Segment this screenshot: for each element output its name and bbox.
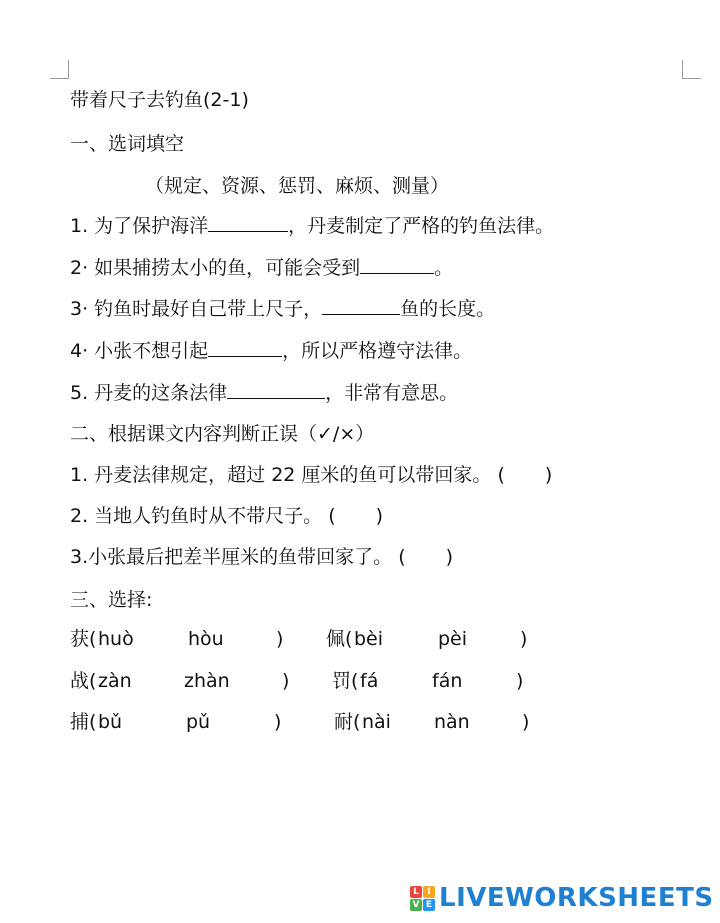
pinyin-option[interactable]: pèi: [438, 628, 468, 650]
paren-close: ): [375, 505, 384, 527]
fill-item-3: [70, 296, 495, 322]
choice-char: 罚(: [332, 670, 359, 692]
word-bank: （规定、资源、惩罚、麻烦、测量）: [145, 175, 450, 197]
judge-item-text: 1. 丹麦法律规定，超过 22 厘米的鱼可以带回家。: [70, 464, 492, 486]
answer-blank-4[interactable]: [208, 338, 282, 357]
answer-paren-2[interactable]: [328, 503, 383, 529]
paren-close: ): [445, 546, 454, 568]
judge-item-2: [70, 503, 383, 529]
choice-char: 获(: [70, 628, 97, 650]
fill-item-text: 鱼的长度。: [400, 298, 496, 320]
answer-paren-3[interactable]: [398, 544, 453, 570]
pinyin-option[interactable]: fá: [360, 670, 379, 692]
fill-item-4: [70, 338, 472, 364]
paren-close: ): [276, 628, 284, 650]
fill-item-text: 1. 为了保护海洋: [70, 215, 209, 237]
pinyin-option[interactable]: bǔ: [98, 711, 123, 733]
fill-item-text: 5. 丹麦的这条法律: [70, 382, 228, 404]
fill-item-1: [70, 213, 554, 239]
pinyin-option[interactable]: huò: [98, 628, 134, 650]
fill-item-5: [70, 380, 458, 406]
paren-close: ): [520, 628, 528, 650]
fill-item-text: 3· 钓鱼时最好自己带上尺子，: [70, 298, 323, 320]
fill-item-text: 2· 如果捕捞太小的鱼，可能会受到: [70, 257, 361, 279]
answer-blank-5[interactable]: [227, 380, 325, 399]
fill-item-text: ，非常有意思。: [325, 382, 459, 404]
judge-item-1: [70, 462, 552, 488]
paren-open: (: [497, 464, 505, 486]
page-corner-mark-top-right: [682, 60, 701, 79]
answer-blank-3[interactable]: [322, 296, 400, 315]
brand-wordmark: LIVEWORKSHEETS: [439, 883, 714, 913]
page-corner-mark-top-left: [50, 60, 69, 79]
pinyin-option[interactable]: bèi: [354, 628, 384, 650]
paren-close: ): [522, 711, 530, 733]
paren-close: ): [516, 670, 524, 692]
pinyin-option[interactable]: pǔ: [186, 711, 211, 733]
choice-char: 耐(: [334, 711, 361, 733]
answer-blank-2[interactable]: [360, 255, 434, 274]
logo-letter: L: [410, 886, 422, 898]
pinyin-option[interactable]: zàn: [98, 670, 132, 692]
section2-heading: 二、根据课文内容判断正误（✓/×）: [70, 423, 375, 445]
fill-item-text: 4· 小张不想引起: [70, 340, 209, 362]
section3-heading: 三、选择:: [70, 589, 153, 611]
logo-letter: E: [423, 899, 435, 911]
liveworksheets-logo[interactable]: [410, 880, 714, 916]
pinyin-option[interactable]: hòu: [188, 628, 224, 650]
paren-close: ): [282, 670, 290, 692]
paren-close: ): [544, 464, 553, 486]
pinyin-option[interactable]: nài: [362, 711, 391, 733]
paren-open: (: [398, 546, 406, 568]
fill-item-text: ，所以严格遵守法律。: [282, 340, 473, 362]
section1-heading: 一、选词填空: [70, 133, 185, 155]
judge-item-text: 2. 当地人钓鱼时从不带尺子。: [70, 505, 323, 527]
choice-char: 佩(: [326, 628, 353, 650]
answer-paren-1[interactable]: [497, 462, 552, 488]
judge-item-3: [70, 544, 453, 570]
logo-letter: V: [410, 899, 422, 911]
choice-char: 战(: [70, 670, 97, 692]
pinyin-option[interactable]: nàn: [434, 711, 470, 733]
paren-close: ): [274, 711, 282, 733]
pinyin-option[interactable]: zhàn: [184, 670, 230, 692]
document-title: 带着尺子去钓鱼(2-1): [70, 89, 249, 111]
answer-blank-1[interactable]: [208, 213, 288, 232]
fill-item-text: ，丹麦制定了严格的钓鱼法律。: [288, 215, 555, 237]
live-logo-icon: [410, 886, 435, 911]
choice-char: 捕(: [70, 711, 97, 733]
judge-item-text: 3.小张最后把差半厘米的鱼带回家了。: [70, 546, 393, 568]
paren-open: (: [328, 505, 336, 527]
fill-item-2: [70, 255, 453, 281]
logo-letter: I: [423, 886, 435, 898]
pinyin-option[interactable]: fán: [432, 670, 463, 692]
fill-item-text: 。: [434, 257, 454, 279]
